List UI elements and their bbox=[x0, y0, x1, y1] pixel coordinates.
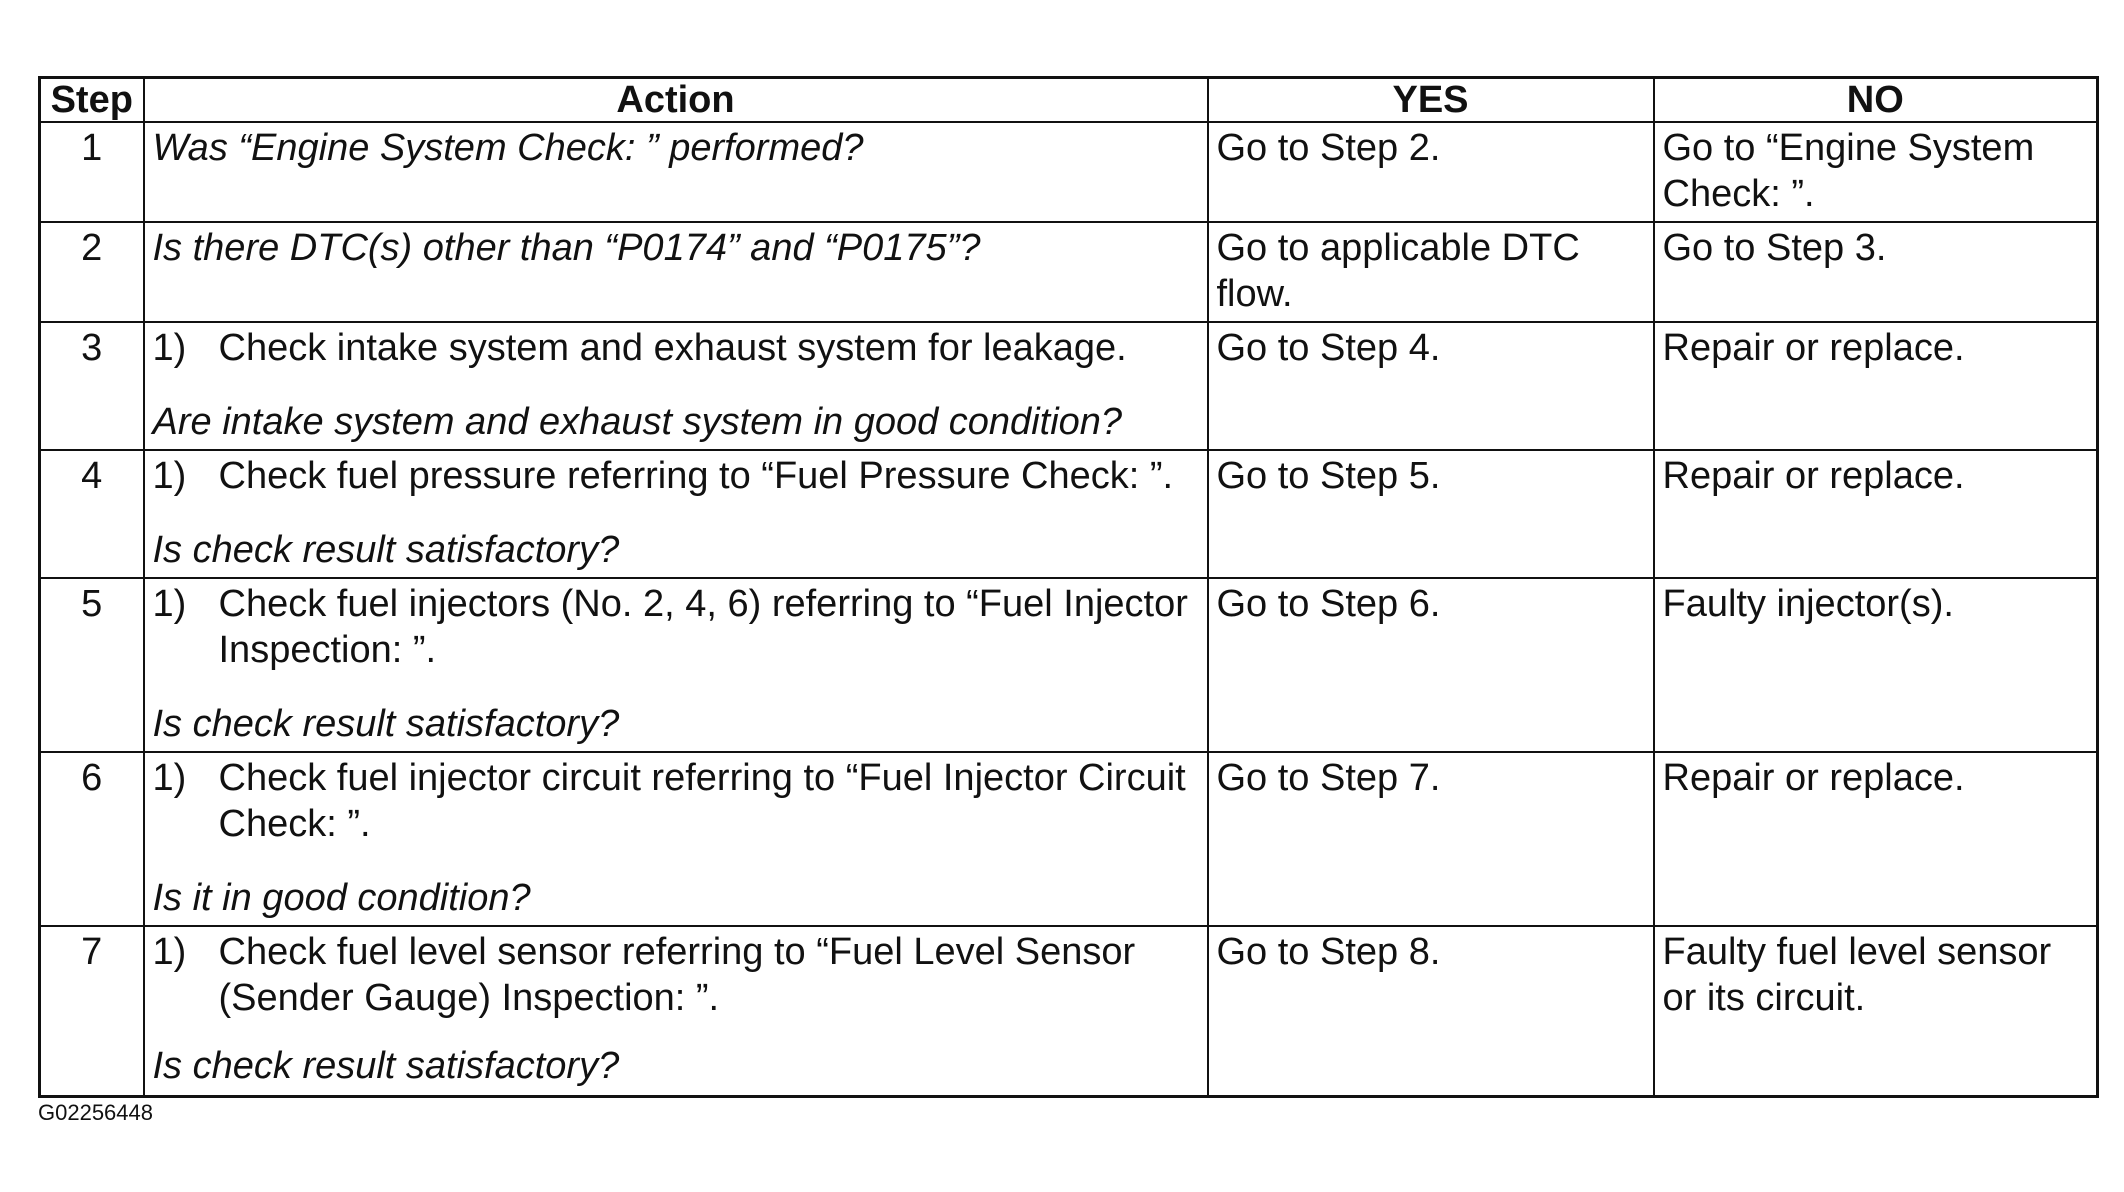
header-step: Step bbox=[40, 78, 144, 123]
action-instruction bbox=[153, 929, 1199, 1021]
header-action: Action bbox=[144, 78, 1208, 123]
action-question: Is check result satisfactory? bbox=[152, 529, 620, 571]
step-number: 7 bbox=[40, 926, 144, 1096]
instruction-text: Check fuel pressure referring to “Fuel Pressure Check: ”. bbox=[218, 455, 1174, 497]
yes-cell: Go to applicable DTC flow. bbox=[1208, 222, 1654, 322]
no-cell: Repair or replace. bbox=[1654, 322, 2098, 450]
instruction-text: Check fuel level sensor referring to “Fuel Level Sensor (Sender Gauge) Inspection: ”. bbox=[218, 931, 1136, 1019]
action-cell bbox=[144, 578, 1208, 752]
diagnostic-flow-table bbox=[38, 76, 2099, 1098]
table-row bbox=[40, 450, 2098, 578]
step-number: 3 bbox=[40, 322, 144, 450]
action-instruction bbox=[153, 453, 1199, 499]
instruction-number: 1) bbox=[152, 455, 187, 497]
yes-cell: Go to Step 6. bbox=[1208, 578, 1654, 752]
figure-id-caption: G02256448 bbox=[38, 1100, 153, 1125]
table-row bbox=[40, 578, 2098, 752]
action-instruction bbox=[153, 581, 1199, 673]
diagnostic-table-container bbox=[38, 76, 2096, 1098]
yes-cell: Go to Step 8. bbox=[1208, 926, 1654, 1096]
step-number: 1 bbox=[40, 122, 144, 222]
instruction-number: 1) bbox=[152, 931, 187, 973]
no-cell: Repair or replace. bbox=[1654, 752, 2098, 926]
action-cell bbox=[144, 122, 1208, 222]
action-cell bbox=[144, 322, 1208, 450]
step-number: 6 bbox=[40, 752, 144, 926]
instruction-number: 1) bbox=[152, 327, 187, 369]
table-row bbox=[40, 322, 2098, 450]
instruction-text: Check intake system and exhaust system for leakage. bbox=[218, 327, 1127, 369]
no-cell: Repair or replace. bbox=[1654, 450, 2098, 578]
action-cell bbox=[144, 752, 1208, 926]
table-row bbox=[40, 926, 2098, 1096]
step-number: 5 bbox=[40, 578, 144, 752]
header-row bbox=[40, 78, 2098, 123]
action-cell bbox=[144, 450, 1208, 578]
action-instruction bbox=[153, 325, 1199, 371]
table-row bbox=[40, 222, 2098, 322]
action-cell bbox=[144, 926, 1208, 1096]
action-question: Are intake system and exhaust system in good condition? bbox=[152, 401, 1123, 443]
no-cell: Go to “Engine System Check: ”. bbox=[1654, 122, 2098, 222]
table-row bbox=[40, 752, 2098, 926]
action-instruction bbox=[153, 755, 1199, 847]
action-cell bbox=[144, 222, 1208, 322]
no-cell: Go to Step 3. bbox=[1654, 222, 2098, 322]
no-cell: Faulty injector(s). bbox=[1654, 578, 2098, 752]
step-number: 4 bbox=[40, 450, 144, 578]
action-question: Is it in good condition? bbox=[152, 877, 531, 919]
yes-cell: Go to Step 7. bbox=[1208, 752, 1654, 926]
action-question: Was “Engine System Check: ” performed? bbox=[152, 127, 864, 169]
table-row bbox=[40, 122, 2098, 222]
step-number: 2 bbox=[40, 222, 144, 322]
action-question: Is check result satisfactory? bbox=[152, 1045, 620, 1087]
instruction-number: 1) bbox=[152, 757, 187, 799]
instruction-text: Check fuel injector circuit referring to “Fuel Injector Circuit Check: ”. bbox=[218, 757, 1186, 845]
header-no: NO bbox=[1654, 78, 2098, 123]
header-yes: YES bbox=[1208, 78, 1654, 123]
yes-cell: Go to Step 2. bbox=[1208, 122, 1654, 222]
instruction-number: 1) bbox=[152, 583, 187, 625]
instruction-text: Check fuel injectors (No. 2, 4, 6) referring to “Fuel Injector Inspection: ”. bbox=[218, 583, 1188, 671]
action-question: Is check result satisfactory? bbox=[152, 703, 620, 745]
yes-cell: Go to Step 5. bbox=[1208, 450, 1654, 578]
action-question: Is there DTC(s) other than “P0174” and “P0175”? bbox=[152, 227, 981, 269]
yes-cell: Go to Step 4. bbox=[1208, 322, 1654, 450]
no-cell: Faulty fuel level sensor or its circuit. bbox=[1654, 926, 2098, 1096]
